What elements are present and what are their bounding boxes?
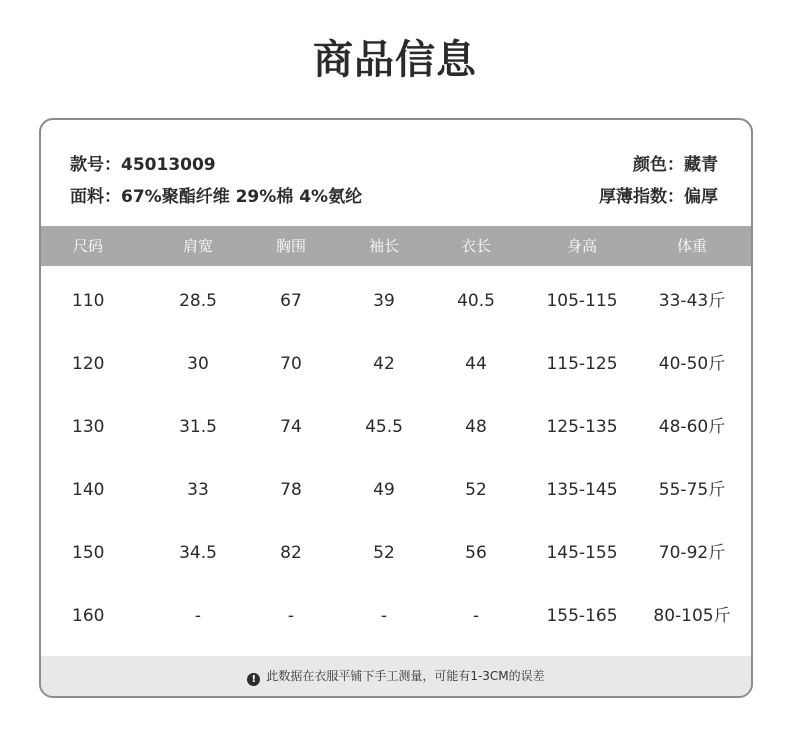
table-row xyxy=(41,596,751,636)
header-sleeve: 袖长 xyxy=(368,237,399,255)
cell-length: 52 xyxy=(465,480,487,500)
thickness-index: 厚薄指数：偏厚 xyxy=(599,187,718,207)
header-height: 身高 xyxy=(566,237,597,255)
cell-height: 125-135 xyxy=(546,417,618,437)
cell-length: - xyxy=(472,606,480,626)
header-size: 尺码 xyxy=(72,237,103,255)
style-number: 款号：45013009 xyxy=(70,155,216,175)
cell-length: 44 xyxy=(465,354,487,374)
measurement-note-text: 此数据在衣服平铺下手工测量，可能有1-3CM的误差 xyxy=(266,669,545,683)
cell-size: 160 xyxy=(72,606,105,626)
cell-sleeve: 52 xyxy=(373,543,395,563)
table-row xyxy=(41,407,751,447)
cell-size: 140 xyxy=(72,480,105,500)
cell-chest: 78 xyxy=(280,480,302,500)
cell-sleeve: 45.5 xyxy=(365,417,403,437)
cell-height: 115-125 xyxy=(546,354,618,374)
cell-weight: 55-75斤 xyxy=(658,480,726,500)
cell-shoulder: 28.5 xyxy=(179,291,217,311)
cell-sleeve: - xyxy=(380,606,388,626)
cell-size: 150 xyxy=(72,543,105,563)
cell-weight: 40-50斤 xyxy=(658,354,726,374)
table-row xyxy=(41,344,751,384)
product-info-card xyxy=(39,118,753,698)
cell-sleeve: 42 xyxy=(373,354,395,374)
cell-size: 130 xyxy=(72,417,105,437)
cell-length: 40.5 xyxy=(457,291,495,311)
cell-chest: 74 xyxy=(280,417,302,437)
header-chest: 胸围 xyxy=(275,237,306,255)
cell-shoulder: 31.5 xyxy=(179,417,217,437)
exclamation-icon: ! xyxy=(247,673,260,686)
measurement-note xyxy=(41,656,751,696)
cell-size: 110 xyxy=(72,291,105,311)
cell-shoulder: 34.5 xyxy=(179,543,217,563)
page-title: 商品信息 xyxy=(313,37,477,83)
color-info: 颜色：藏青 xyxy=(633,155,718,175)
cell-sleeve: 49 xyxy=(373,480,395,500)
header-length: 衣长 xyxy=(460,237,491,255)
fabric-composition: 面料：67%聚酯纤维 29%棉 4%氨纶 xyxy=(70,187,363,207)
header-weight: 体重 xyxy=(676,237,707,255)
cell-shoulder: - xyxy=(194,606,202,626)
cell-length: 56 xyxy=(465,543,487,563)
cell-chest: 67 xyxy=(280,291,302,311)
header-shoulder: 肩宽 xyxy=(182,237,213,255)
table-row xyxy=(41,533,751,573)
cell-length: 48 xyxy=(465,417,487,437)
cell-weight: 33-43斤 xyxy=(658,291,726,311)
cell-shoulder: 33 xyxy=(187,480,209,500)
cell-height: 135-145 xyxy=(546,480,618,500)
cell-size: 120 xyxy=(72,354,105,374)
cell-height: 145-155 xyxy=(546,543,618,563)
cell-weight: 70-92斤 xyxy=(658,543,726,563)
table-row xyxy=(41,470,751,510)
cell-weight: 48-60斤 xyxy=(658,417,726,437)
cell-shoulder: 30 xyxy=(187,354,209,374)
cell-chest: 82 xyxy=(280,543,302,563)
cell-chest: - xyxy=(287,606,295,626)
cell-chest: 70 xyxy=(280,354,302,374)
cell-height: 155-165 xyxy=(546,606,618,626)
table-row xyxy=(41,281,751,321)
cell-sleeve: 39 xyxy=(373,291,395,311)
cell-height: 105-115 xyxy=(546,291,618,311)
size-table-header xyxy=(41,226,751,266)
cell-weight: 80-105斤 xyxy=(653,606,731,626)
